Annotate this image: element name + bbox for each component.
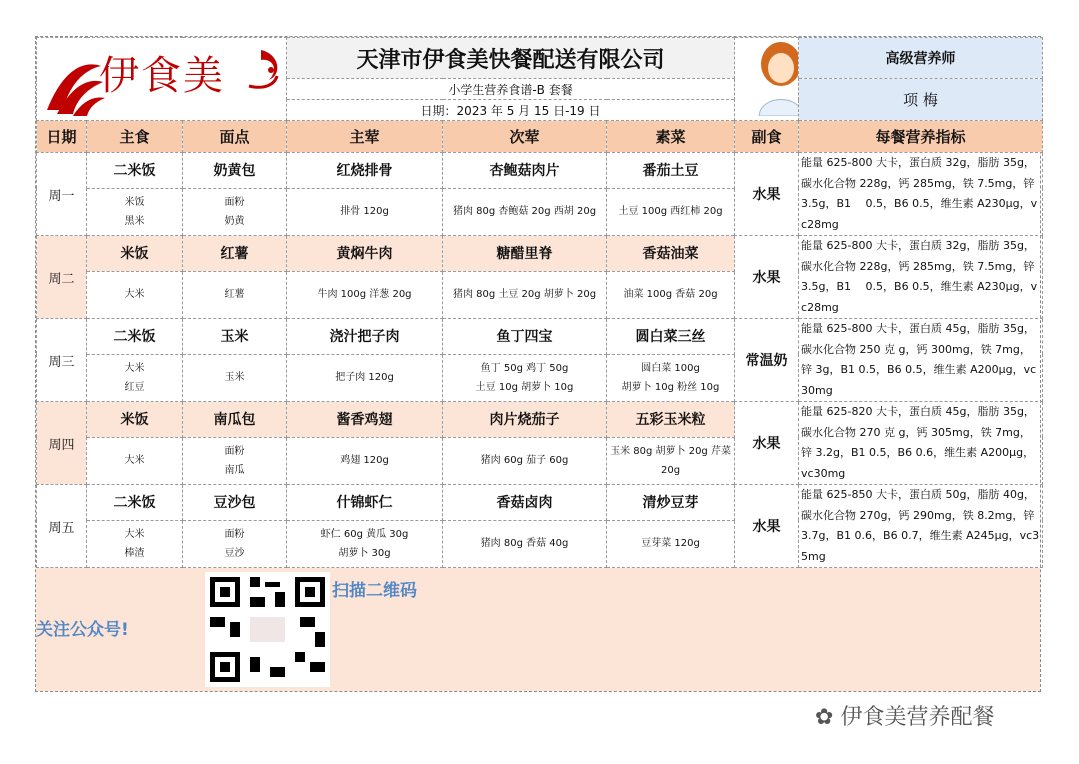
col-header-second-meat: 次荤 [443, 121, 607, 153]
side-food: 常温奶 [735, 319, 799, 402]
dish-name: 二米饭 [87, 153, 183, 189]
ingredient-line: 大米 [124, 289, 145, 301]
ingredient-line: 面粉 [224, 196, 245, 208]
dish-name: 肉片烧茄子 [443, 402, 607, 438]
dish-name: 清炒豆芽 [607, 485, 735, 521]
ingredient-line: 红豆 [124, 381, 145, 393]
dish-name: 香菇油菜 [607, 236, 735, 272]
ingredient-line: 牛肉 100g 洋葱 20g [317, 289, 412, 301]
role-label: 高级营养师 [799, 38, 1043, 79]
ingredient-line: 土豆 10g 胡萝卜 10g [475, 381, 574, 393]
ingredient-line: 大米 [124, 455, 145, 467]
watermark-text: 伊食美营养配餐 [840, 705, 995, 730]
ingredient-line: 把子肉 120g [335, 372, 394, 384]
ingredient-cell [87, 520, 183, 567]
follow-account-text: 关注公众号! [36, 620, 129, 640]
dish-name: 浇汁把子肉 [287, 319, 443, 355]
dish-name: 二米饭 [87, 319, 183, 355]
ingredient-cell [443, 437, 607, 484]
footer-area [36, 568, 1040, 691]
ingredient-cell [607, 520, 735, 567]
col-header-nutrition: 每餐营养指标 [799, 121, 1043, 153]
nutrition-info: 能量 625-820 大卡，蛋白质 45g，脂肪 35g，碳水化合物 270 克 g，钙 305mg，铁 7mg，锌 3.2g，B1 0.5，B6 0.6，维生素 A200μg，vc30mg [799, 402, 1043, 485]
day-label: 周一 [37, 153, 87, 236]
ingredient-line: 南瓜 [224, 464, 245, 476]
ingredient-line: 猪肉 60g 茄子 60g [480, 455, 569, 467]
dish-name: 什锦虾仁 [287, 485, 443, 521]
ingredient-cell [87, 437, 183, 484]
day-label: 周五 [37, 485, 87, 568]
dish-name: 黄焖牛肉 [287, 236, 443, 272]
qr-code-icon[interactable] [205, 572, 330, 687]
ingredient-cell [183, 437, 287, 484]
ingredient-cell [443, 188, 607, 235]
ingredient-line: 鸡翅 120g [340, 455, 389, 467]
dish-name: 酱香鸡翅 [287, 402, 443, 438]
ingredient-cell [287, 520, 443, 567]
logo-text: 伊食美 [99, 53, 225, 99]
ingredient-line: 玉米 [224, 372, 245, 384]
ingredient-cell [87, 271, 183, 318]
ingredient-line: 米饭 [124, 196, 145, 208]
dish-name: 红薯 [183, 236, 287, 272]
ingredient-line: 红薯 [224, 289, 245, 301]
ingredient-cell [607, 188, 735, 235]
ingredient-cell [183, 520, 287, 567]
ingredient-cell [287, 271, 443, 318]
dish-name: 米饭 [87, 236, 183, 272]
ingredient-cell [183, 188, 287, 235]
ingredient-cell [87, 188, 183, 235]
ingredient-line: 豆芽菜 120g [641, 538, 700, 550]
ingredient-line: 胡萝卜 30g [338, 547, 391, 559]
dish-name: 糖醋里脊 [443, 236, 607, 272]
ingredient-cell [443, 271, 607, 318]
ingredient-line: 豆沙 [224, 547, 245, 559]
col-header-side: 副食 [735, 121, 799, 153]
dish-name: 红烧排骨 [287, 153, 443, 189]
ingredient-line: 大米 [124, 528, 145, 540]
dish-name: 五彩玉米粒 [607, 402, 735, 438]
ingredient-cell [607, 271, 735, 318]
side-food: 水果 [735, 153, 799, 236]
ingredient-cell [607, 437, 735, 484]
ingredient-cell [87, 354, 183, 401]
dish-name: 豆沙包 [183, 485, 287, 521]
menu-table [36, 37, 1043, 568]
dish-name: 米饭 [87, 402, 183, 438]
ingredient-line: 排骨 120g [340, 206, 389, 218]
ingredient-line: 胡萝卜 10g 粉丝 10g [621, 381, 720, 393]
side-food: 水果 [735, 236, 799, 319]
ingredient-line: 棒渣 [124, 547, 145, 559]
menu-sheet [35, 36, 1041, 692]
ingredient-line: 玉米 80g 胡萝卜 20g 芹菜 20g [610, 445, 731, 476]
menu-subtitle: 小学生营养食谱-B 套餐 [287, 79, 735, 100]
ingredient-line: 鱼丁 50g 鸡丁 50g [480, 362, 569, 374]
ingredient-line: 面粉 [224, 445, 245, 457]
dish-name: 香菇卤肉 [443, 485, 607, 521]
nutritionist-name: 项 梅 [799, 79, 1043, 121]
ingredient-cell [287, 437, 443, 484]
col-header-staple: 主食 [87, 121, 183, 153]
ingredient-cell [443, 520, 607, 567]
ingredient-line: 虾仁 60g 黄瓜 30g [320, 528, 409, 540]
logo-cell [37, 38, 287, 121]
side-food: 水果 [735, 485, 799, 568]
ingredient-line: 猪肉 80g 杏鲍菇 20g 西胡 20g [452, 206, 597, 218]
col-header-main-meat: 主荤 [287, 121, 443, 153]
ingredient-line: 黑米 [124, 215, 145, 227]
nutrition-info: 能量 625-800 大卡，蛋白质 45g，脂肪 35g，碳水化合物 250 克 g，钙 300mg，铁 7mg，锌 3g，B1 0.5，B6 0.5，维生素 A200μg，vc30mg [799, 319, 1043, 402]
dish-name: 玉米 [183, 319, 287, 355]
ingredient-line: 猪肉 80g 土豆 20g 胡萝卜 20g [452, 289, 597, 301]
date-range: 日期：2023 年 5 月 15 日-19 日 [287, 100, 735, 121]
ingredient-line: 大米 [124, 362, 145, 374]
nutritionist-avatar-icon [741, 38, 799, 116]
ingredient-line: 猪肉 80g 香菇 40g [480, 538, 569, 550]
ingredient-line: 圆白菜 100g [641, 362, 700, 374]
ingredient-line: 面粉 [224, 528, 245, 540]
dish-name: 奶黄包 [183, 153, 287, 189]
nutrition-info: 能量 625-800 大卡，蛋白质 32g，脂肪 35g，碳水化合物 228g，钙 285mg，铁 7.5mg，锌 3.5g，B1 0.5，B6 0.5，维生素 A230μg，vc28mg [799, 236, 1043, 319]
ingredient-line: 油菜 100g 香菇 20g [623, 289, 718, 301]
ingredient-cell [287, 354, 443, 401]
ingredient-line: 奶黄 [224, 215, 245, 227]
nutritionist-illustration [735, 38, 799, 121]
watermark [815, 700, 994, 731]
dish-name: 杏鲍菇肉片 [443, 153, 607, 189]
dish-name: 番茄土豆 [607, 153, 735, 189]
dish-name: 二米饭 [87, 485, 183, 521]
ingredient-line: 土豆 100g 西红柿 20g [618, 206, 723, 218]
col-header-pastry: 面点 [183, 121, 287, 153]
nutrition-info: 能量 625-850 大卡，蛋白质 50g，脂肪 40g，碳水化合物 270g，钙 290mg，铁 8.2mg，锌 3.7g，B1 0.6，B6 0.7，维生素 A245μg，vc35mg [799, 485, 1043, 568]
day-label: 周四 [37, 402, 87, 485]
nutrition-info: 能量 625-800 大卡，蛋白质 32g，脂肪 35g，碳水化合物 228g，钙 285mg，铁 7.5mg，锌 3.5g，B1 0.5，B6 0.5，维生素 A230μg，vc28mg [799, 153, 1043, 236]
day-label: 周三 [37, 319, 87, 402]
wechat-icon: ✿ [815, 705, 841, 730]
ingredient-cell [183, 271, 287, 318]
dish-name: 南瓜包 [183, 402, 287, 438]
col-header-date: 日期 [37, 121, 87, 153]
ingredient-cell [607, 354, 735, 401]
col-header-vegetable: 素菜 [607, 121, 735, 153]
side-food: 水果 [735, 402, 799, 485]
ingredient-cell [287, 188, 443, 235]
ingredient-cell [443, 354, 607, 401]
ingredient-cell [183, 354, 287, 401]
scan-qr-text: 扫描二维码 [332, 581, 417, 601]
dish-name: 鱼丁四宝 [443, 319, 607, 355]
dish-name: 圆白菜三丝 [607, 319, 735, 355]
company-title: 天津市伊食美快餐配送有限公司 [287, 38, 735, 79]
day-label: 周二 [37, 236, 87, 319]
